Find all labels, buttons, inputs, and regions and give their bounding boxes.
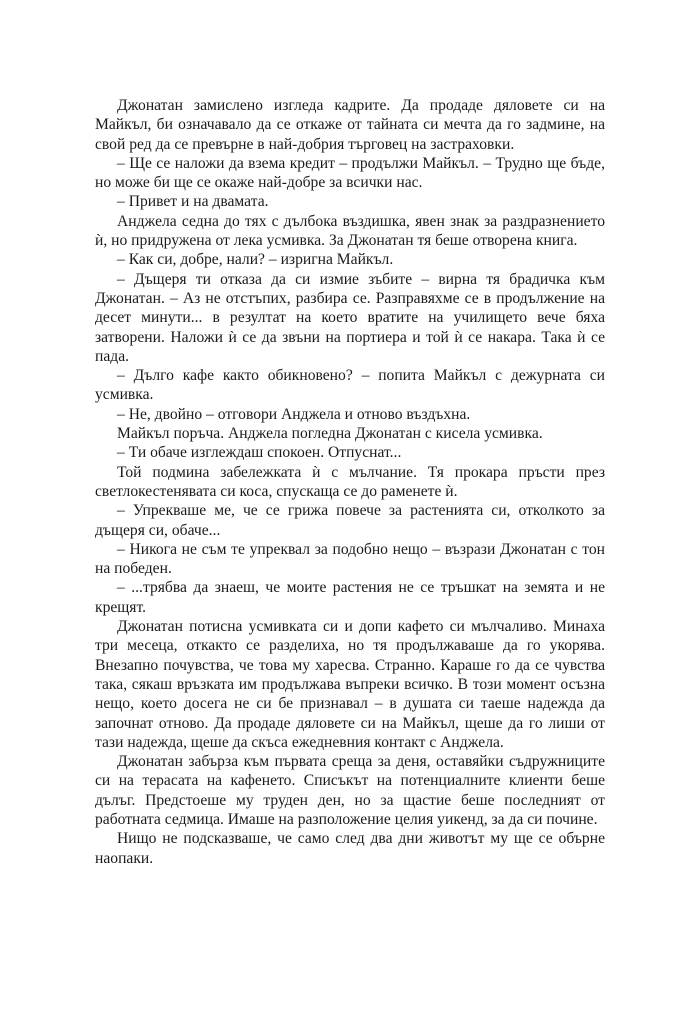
paragraph: Джонатан потисна усмивката си и допи кафето си мълчаливо. Минаха три месеца, откакто се разделиха, но тя продължаваше да го укорява. Внезапно почувства, че това му харесва. Странно. Караше го да се чувства така, сякаш връзката им продължава въпреки всичко. В този момент осъзна нещо, което досега не си бе признавал – в душата си таеше надежда да започнат отново. Да продаде дяловете си на Майкъл, щеше да го лиши от тази надежда, щеше да скъса ежедневния контакт с Анджела. bbox=[95, 618, 605, 751]
paragraph: – Никога не съм те упреквал за подобно нещо – възрази Джонатан с тон на победен. bbox=[95, 540, 605, 578]
paragraph: Джонатан замислено изгледа кадрите. Да продаде дяловете си на Майкъл, би означавало да се откаже от тайната си мечта да го задмине, на свой ред да се превърне в най-добрия търговец на застраховки. bbox=[95, 97, 605, 153]
paragraph: Джонатан забърза към първата среща за деня, оставяйки съдружниците си на терасата на кафенето. Списъкът на потенциалните клиенти беше дълъг. Предстоеше му труден ден, но за щастие беше последният от работната седмица. Имаше на разположение целия уикенд, за да си почине. bbox=[95, 753, 605, 828]
paragraph: Той подмина забележката ѝ с мълчание. Тя прокара пръсти през светлокестенявата си коса, спускаща се до раменете ѝ. bbox=[95, 463, 605, 500]
paragraph: Анджела седна до тях с дълбока въздишка, явен знак за раздразнението ѝ, но придружена от лека усмивка. За Джонатан тя беше отворена книга. bbox=[95, 212, 605, 250]
paragraph: – Дълго кафе както обикновено? – попита Майкъл с дежурната си усмивка. bbox=[95, 367, 605, 404]
paragraph: Майкъл поръча. Анджела погледна Джонатан с кисела усмивка. bbox=[117, 425, 543, 443]
paragraph: – Не, двойно – отговори Анджела и отново въздъхна. bbox=[117, 405, 471, 423]
paragraph: – Ще се наложи да взема кредит – продължи Майкъл. – Трудно ще бъде, но може би ще се окаже най-добре за всички нас. bbox=[95, 154, 605, 192]
paragraph: Нищо не подсказваше, че само след два дни животът му ще се обърне наопаки. bbox=[95, 830, 605, 867]
paragraph: – Упрекваше ме, че се грижа повече за растенията си, отколкото за дъщеря си, обаче... bbox=[95, 502, 605, 539]
paragraph: – ...трябва да знаеш, че моите растения не се тръшкат на земята и не крещят. bbox=[95, 579, 605, 616]
paragraph: – Дъщеря ти отказа да си измие зъбите – вирна тя брадичка към Джонатан. – Аз не отстъпих, разбира се. Разправяхме се в продължение на десет минути... в резултат на което вратите на училището вече бяха затворени. Наложи ѝ се да звъни на портиера и той ѝ се накара. Така ѝ се пада. bbox=[95, 270, 605, 365]
paragraph: – Ти обаче изглеждаш спокоен. Отпуснат... bbox=[117, 444, 402, 462]
paragraph: – Привет и на двамата. bbox=[117, 193, 269, 211]
text-body bbox=[95, 96, 605, 868]
paragraph: – Как си, добре, нали? – изригна Майкъл. bbox=[117, 251, 394, 269]
